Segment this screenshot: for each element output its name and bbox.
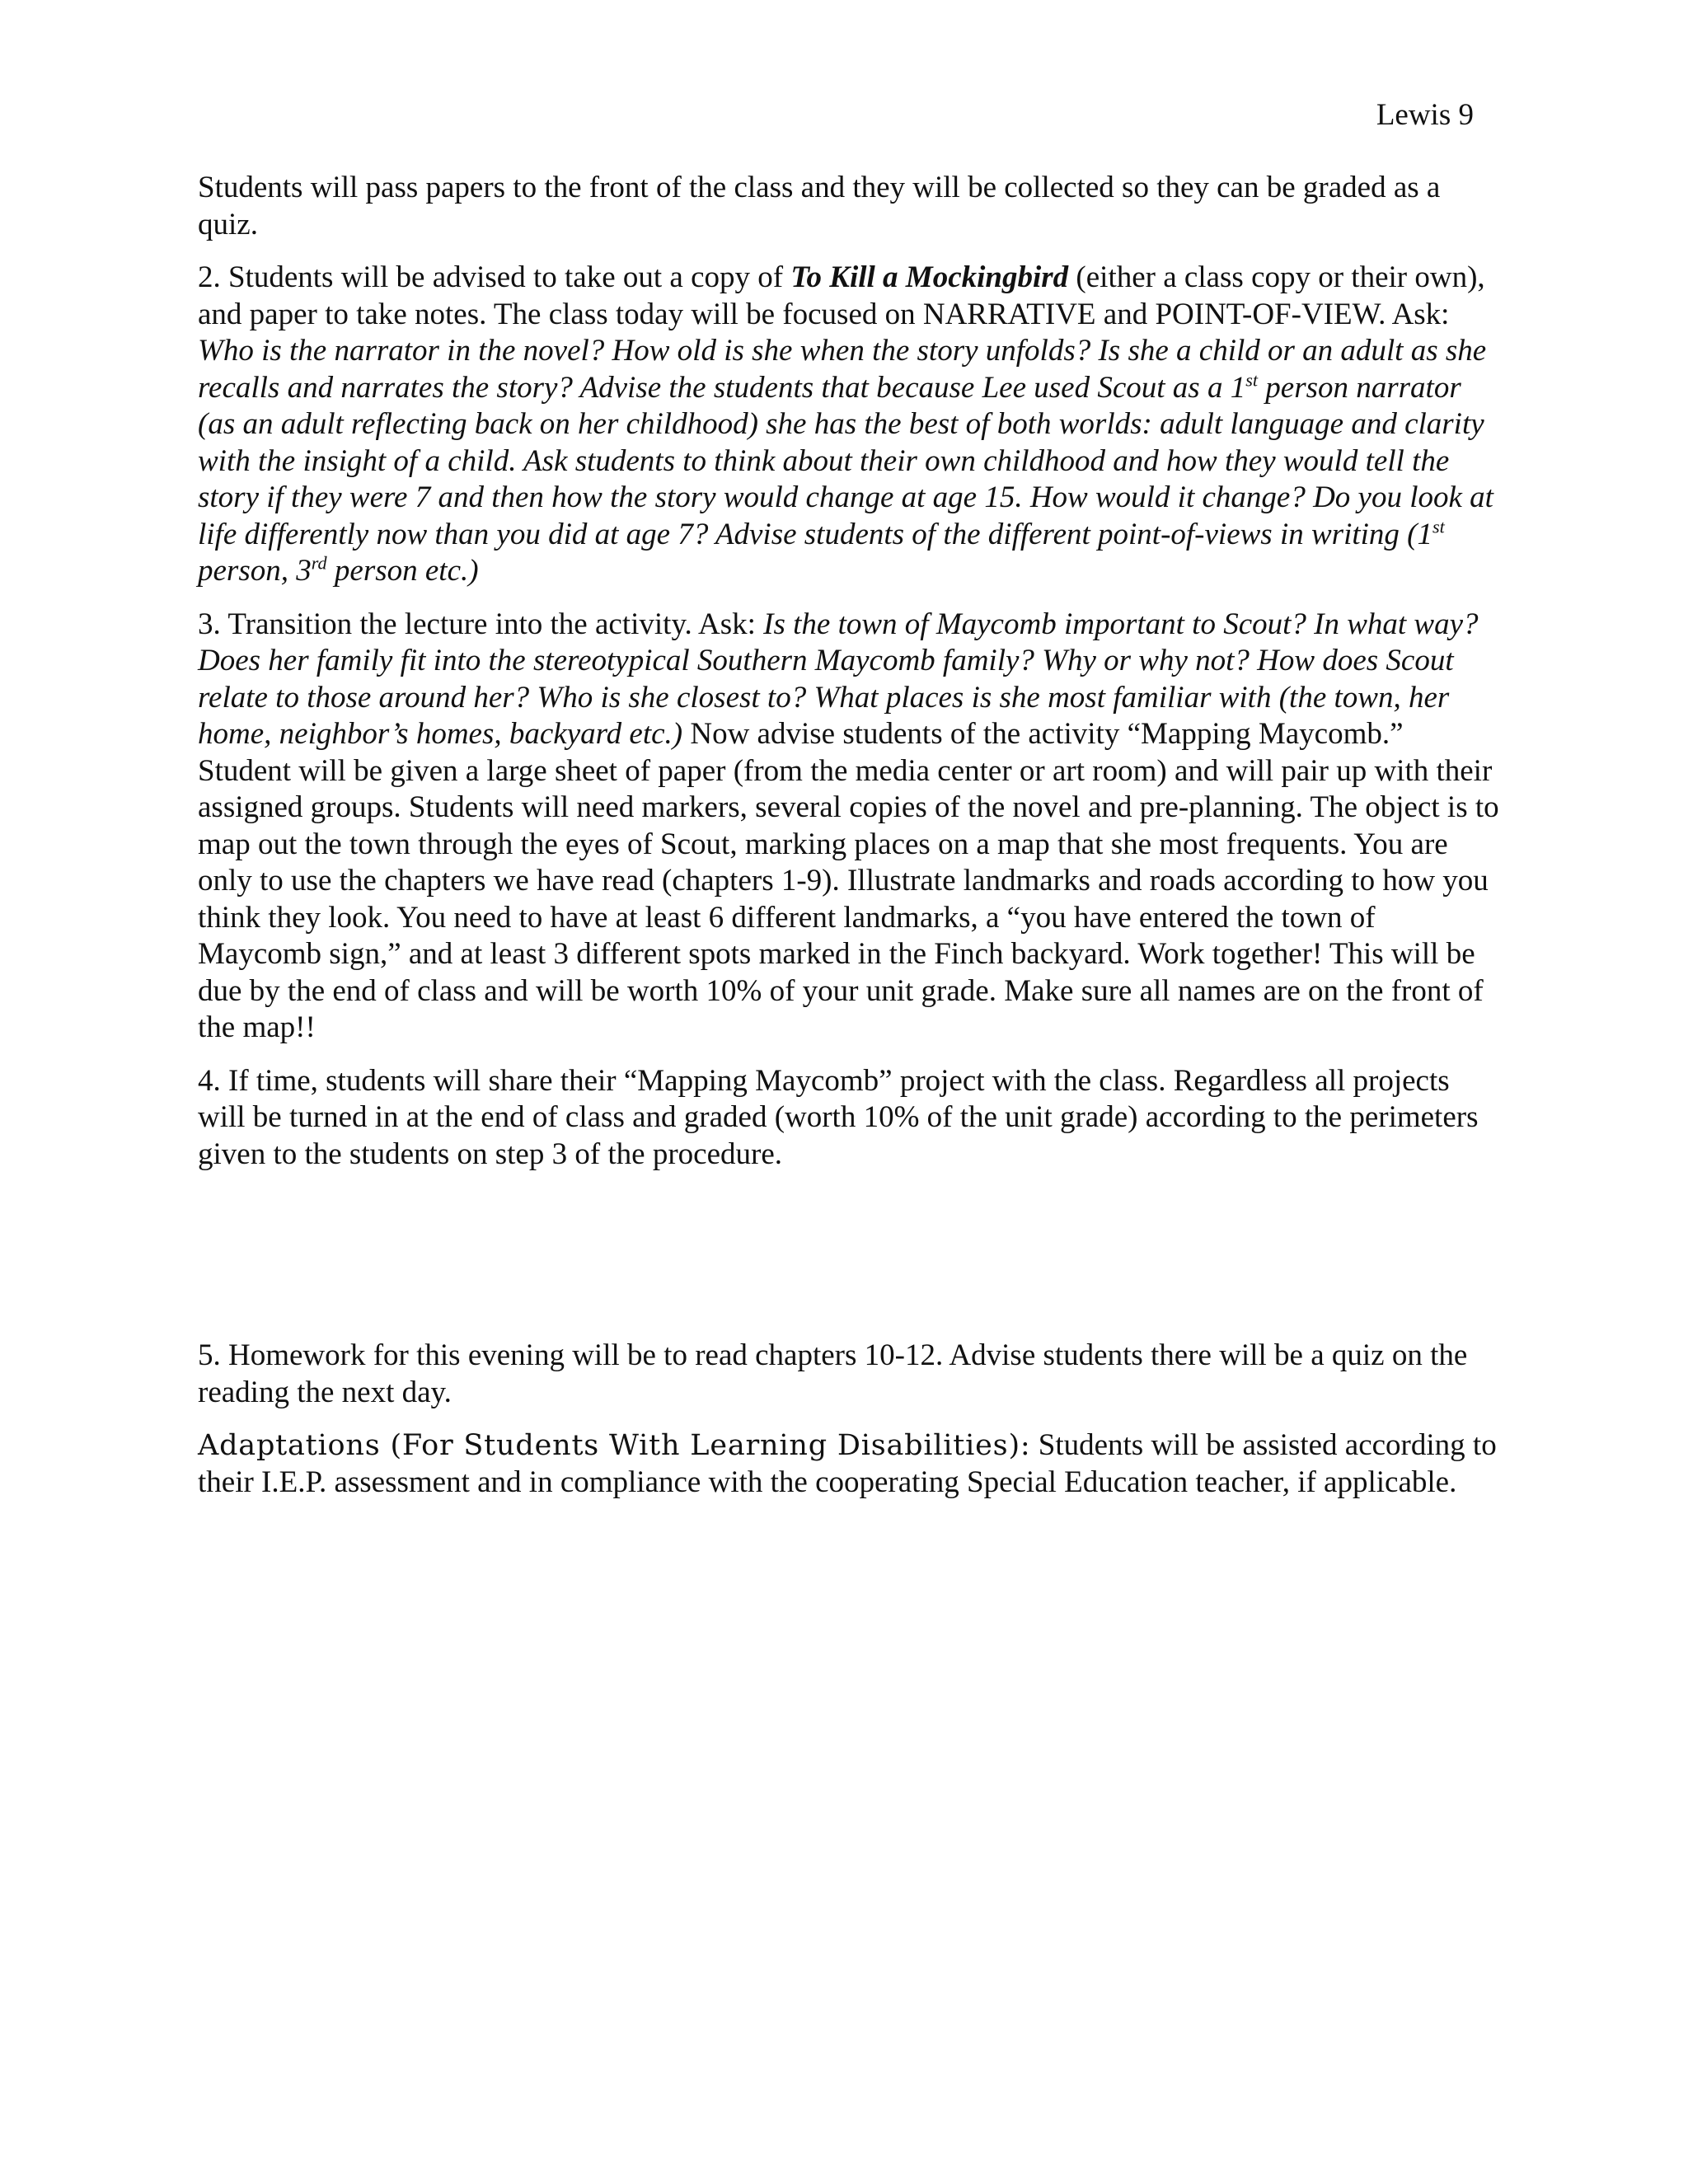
step-2-questions-a: Who is the narrator in the novel? How old is she when the story unfolds? Is she a child or an adult as she recalls and narrates the story? Advise the students that because Lee used Scout as a 1 (198, 334, 1487, 405)
step-2-mid: (either a class copy or their own), and paper to take notes. The class today will be focused on NARRATIVE and POINT-OF-VIEW. Ask: (198, 260, 1485, 331)
step-2-questions-b: person narrator (as an adult reflecting back on her childhood) she has the best of both worlds: adult language and clarity with the insight of a child. Ask students to think about their own childhood and how they would tell the story if they were 7 and then how the story would change at age 15. How would it change? Do you look at life differently now than you did at age 7? Advise students of the different point-of-views in writing (1 (198, 370, 1493, 551)
superscript-st: st (1432, 516, 1445, 537)
paragraph-step-2 (198, 260, 1500, 590)
paragraph-adaptations (198, 1427, 1500, 1501)
adaptations-text: Students will be assisted according to their I.E.P. assessment and in compliance with the cooperating Special Education teacher, if applicable. (198, 1428, 1497, 1499)
step-2-questions-d: person etc.) (326, 554, 479, 588)
step-3-lead: 3. Transition the lecture into the activity. Ask: (198, 607, 764, 641)
step-3-questions: Is the town of Maycomb important to Scout? In what way? Does her family fit into the stereotypical Southern Maycomb family? Why or why not? How does Scout relate to those around her? Who is she closest to? What places is she most familiar with (the town, her home, neighbor’s homes, backyard etc.) (198, 607, 1479, 751)
page-number-label: Lewis 9 (1376, 98, 1474, 132)
page-header (1376, 97, 1474, 134)
step-2-lead: 2. Students will be advised to take out a copy of (198, 260, 791, 294)
paragraph-step-5: 5. Homework for this evening will be to read chapters 10-12. Advise students there will be a quiz on the reading the next day. (198, 1338, 1468, 1409)
step-2-questions-c: person, 3 (198, 554, 312, 588)
paragraph-step-3 (198, 607, 1500, 1047)
paragraph-quiz-collection: Students will pass papers to the front of the class and they will be collected so they can be graded as a quiz. (198, 171, 1441, 241)
paragraph-step-4: 4. If time, students will share their “Mapping Maycomb” project with the class. Regardless all projects will be turned in at the end of class and graded (worth 10% of the unit grade) according to the perimeters given to the students on step 3 of the procedure. (198, 1063, 1479, 1171)
superscript-st: st (1245, 369, 1259, 391)
superscript-rd: rd (311, 552, 327, 574)
step-3-activity: Now advise students of the activity “Mapping Maycomb.” Student will be given a large sheet of paper (from the media center or art room) and will pair up with their assigned groups. Students will need markers, several copies of the novel and pre-planning. The object is to map out the town through the eyes of Scout, marking places on a map that she most frequents. You are only to use the chapters we have read (chapters 1-9). Illustrate landmarks and roads according to how you think they look. You need to have at least 6 different landmarks, a “you have entered the town of Maycomb sign,” and at least 3 different spots marked in the Finch backyard. Work together! This will be due by the end of class and will be worth 10% of your unit grade. Make sure all names are on the front of the map!! (198, 717, 1499, 1044)
adaptations-heading: Adaptations (For Students With Learning Disabilities): (198, 1429, 1031, 1462)
document-body (198, 170, 1500, 1501)
book-title: To Kill a Mockingbird (790, 260, 1069, 294)
